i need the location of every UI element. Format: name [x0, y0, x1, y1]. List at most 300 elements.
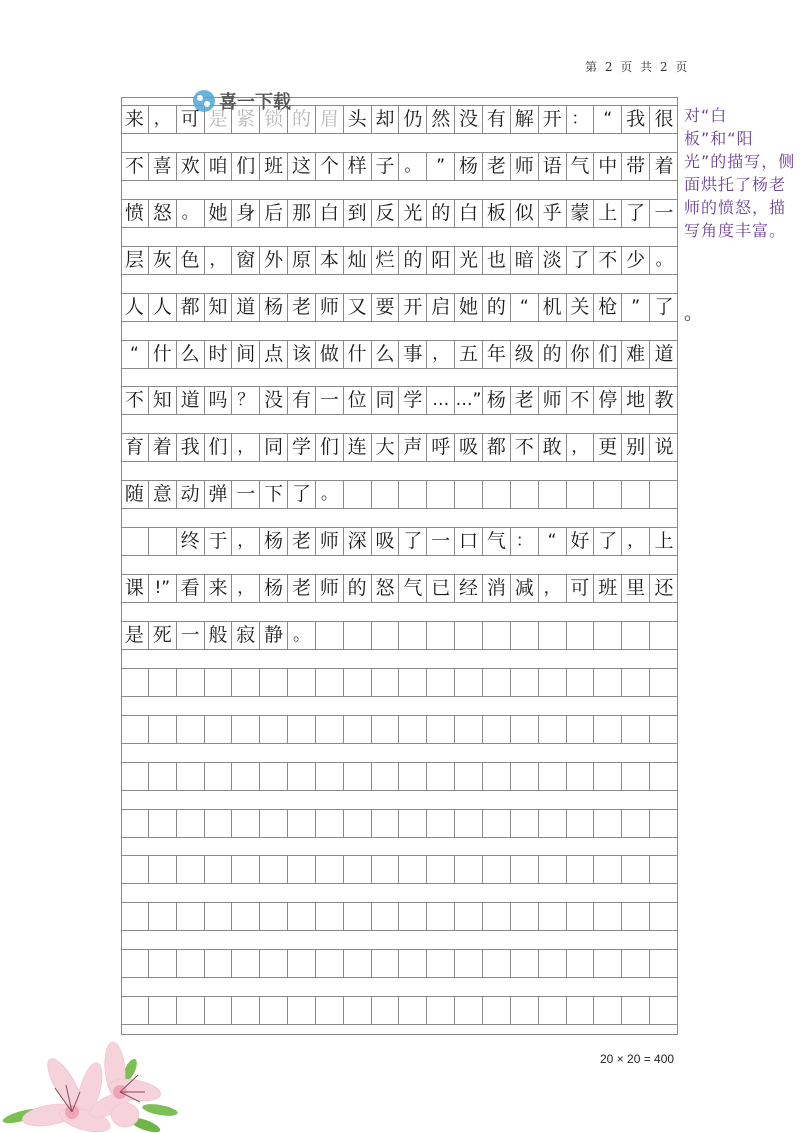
grid-cell-empty — [177, 763, 205, 790]
grid-cell: 做 — [316, 341, 344, 368]
grid-cell-empty — [622, 950, 650, 977]
grid-cell: 般 — [205, 622, 233, 649]
grid-cell: 看 — [177, 575, 205, 602]
grid-cell: 深 — [344, 528, 372, 555]
grid-cell: 我 — [177, 434, 205, 461]
grid-cell: 有 — [288, 387, 316, 414]
grid-cell-empty — [483, 903, 511, 930]
grid-cell: ” — [427, 153, 455, 180]
grid-cell-empty — [511, 810, 539, 837]
page-number: 第 2 页 共 2 页 — [585, 60, 689, 74]
grid-cell-empty — [288, 997, 316, 1024]
grid-cell-empty — [650, 669, 678, 696]
grid-cell: 板 — [483, 200, 511, 227]
grid-cell-empty — [455, 997, 483, 1024]
grid-cell: 年 — [483, 341, 511, 368]
grid-cell: 身 — [232, 200, 260, 227]
grid-cell: 也 — [483, 247, 511, 274]
grid-cell-empty — [316, 810, 344, 837]
grid-cell: 杨 — [455, 153, 483, 180]
grid-cell-empty — [511, 622, 539, 649]
grid-cell: 于 — [205, 528, 233, 555]
grid-cell-empty — [650, 622, 678, 649]
grid-cell-empty — [594, 810, 622, 837]
grid-cell-empty — [511, 481, 539, 508]
grid-cell-empty — [567, 622, 595, 649]
grid-cell: 。 — [288, 622, 316, 649]
grid-cell: “ — [511, 294, 539, 321]
grid-cell-empty — [455, 669, 483, 696]
grid-cell: 不 — [594, 247, 622, 274]
grid-cell: 语 — [539, 153, 567, 180]
grid-cell: 开 — [399, 294, 427, 321]
grid-cell: 的 — [344, 575, 372, 602]
grid-cell-empty — [344, 997, 372, 1024]
grid-cell-empty — [622, 716, 650, 743]
grid-cell: … — [427, 387, 455, 414]
grid-cell-empty — [288, 669, 316, 696]
teacher-annotation: 对“白板”和“阳光”的描写，侧面烘托了杨老师的愤怒，描写角度丰富。 — [684, 106, 796, 240]
grid-row — [121, 762, 678, 791]
grid-cell-empty — [539, 481, 567, 508]
grid-cell-empty — [650, 716, 678, 743]
grid-cell-empty — [483, 763, 511, 790]
grid-row — [121, 574, 678, 603]
grid-cell: 学 — [288, 434, 316, 461]
grid-cell: 烂 — [372, 247, 400, 274]
grid-cell: 愤 — [121, 200, 149, 227]
grid-cell: 锁 — [260, 106, 288, 133]
grid-cell: 上 — [594, 200, 622, 227]
grid-cell-empty — [567, 481, 595, 508]
grid-cell-empty — [316, 950, 344, 977]
grid-cell-empty — [539, 716, 567, 743]
grid-cell-empty — [511, 997, 539, 1024]
grid-cell-empty — [511, 763, 539, 790]
grid-cell: 启 — [427, 294, 455, 321]
grid-cell-empty — [344, 716, 372, 743]
grid-cell-empty — [121, 716, 149, 743]
grid-cell: 人 — [149, 294, 177, 321]
grid-cell: 道 — [177, 387, 205, 414]
grid-cell-empty — [316, 622, 344, 649]
grid-cell: 已 — [427, 575, 455, 602]
grid-cell-empty — [427, 810, 455, 837]
grid-cell: 还 — [654, 577, 674, 599]
grid-cell: 。 — [399, 153, 427, 180]
grid-cell: 人 — [121, 294, 149, 321]
grid-cell-empty — [344, 763, 372, 790]
grid-cell: 没 — [455, 106, 483, 133]
grid-cell: 经 — [455, 575, 483, 602]
grid-row — [121, 480, 678, 509]
grid-cell-empty — [177, 669, 205, 696]
grid-cell: 带 — [622, 153, 650, 180]
grid-cell: 了 — [622, 200, 650, 227]
grid-cell: 她 — [205, 200, 233, 227]
grid-cell: ， — [427, 341, 455, 368]
grid-cell-empty — [594, 716, 622, 743]
grid-cell-empty — [427, 997, 455, 1024]
grid-cell: 窗 — [232, 247, 260, 274]
grid-cell: …” — [455, 387, 483, 414]
grid-cell-empty — [121, 763, 149, 790]
grid-cell-empty — [344, 669, 372, 696]
grid-cell-empty — [539, 810, 567, 837]
grid-cell-empty — [372, 669, 400, 696]
grid-cell: ， — [622, 528, 650, 555]
grid-cell: 点 — [260, 341, 288, 368]
grid-cell-empty — [594, 763, 622, 790]
grid-cell: 样 — [344, 153, 372, 180]
grid-cell: 意 — [149, 481, 177, 508]
watermark — [193, 88, 291, 114]
grid-cell: !” — [149, 575, 177, 602]
grid-cell-empty — [399, 669, 427, 696]
grid-cell: 时 — [205, 341, 233, 368]
grid-cell-empty — [622, 669, 650, 696]
grid-cell-empty — [399, 716, 427, 743]
grid-cell: 了 — [594, 528, 622, 555]
grid-cell: 班 — [594, 575, 622, 602]
grid-cell: 喜 — [149, 153, 177, 180]
grid-cell-empty — [344, 950, 372, 977]
grid-cell: 们 — [316, 434, 344, 461]
grid-cell: 终 — [177, 528, 205, 555]
grid-cell-empty — [121, 856, 149, 883]
grid-cell: 寂 — [232, 622, 260, 649]
grid-cell-empty — [232, 810, 260, 837]
grid-cell-empty — [316, 763, 344, 790]
grid-cell-empty — [205, 810, 233, 837]
grid-cell: 开 — [539, 106, 567, 133]
grid-cell: 同 — [260, 434, 288, 461]
grid-cell: ： — [567, 106, 595, 133]
grid-cell-empty — [316, 856, 344, 883]
grid-cell-empty — [483, 997, 511, 1024]
grid-cell: 老 — [288, 294, 316, 321]
grid-cell: 反 — [372, 200, 400, 227]
grid-cell-empty — [483, 669, 511, 696]
grid-cell-empty — [149, 810, 177, 837]
grid-row — [121, 902, 678, 931]
grid-cell: ， — [232, 528, 260, 555]
grid-cell: 。 — [177, 200, 205, 227]
grid-cell: 很 — [654, 108, 674, 130]
grid-cell: 杨 — [260, 575, 288, 602]
grid-cell: 。 — [655, 249, 673, 270]
grid-cell-empty — [483, 950, 511, 977]
grid-cell: 么 — [177, 341, 205, 368]
grid-cell-empty — [344, 856, 372, 883]
grid-cell-empty — [344, 481, 372, 508]
grid-row — [121, 809, 678, 838]
grid-cell: 了 — [567, 247, 595, 274]
grid-cell-empty — [288, 810, 316, 837]
grid-cell: 这 — [288, 153, 316, 180]
grid-cell: 更 — [594, 434, 622, 461]
grid-cell-empty — [205, 903, 233, 930]
grid-cell: 的 — [483, 294, 511, 321]
grid-cell: 解 — [511, 106, 539, 133]
grid-cell: 大 — [372, 434, 400, 461]
grid-cell: ： — [511, 528, 539, 555]
grid-cell-empty — [205, 763, 233, 790]
grid-cell-empty — [650, 810, 678, 837]
grid-cell-empty — [594, 669, 622, 696]
grid-cell-empty — [650, 997, 678, 1024]
grid-cell-empty — [650, 903, 678, 930]
grid-row — [121, 386, 678, 415]
grid-cell: 头 — [344, 106, 372, 133]
grid-cell-empty — [205, 716, 233, 743]
grid-cell: “ — [594, 106, 622, 133]
grid-cell-empty — [260, 856, 288, 883]
grid-cell-empty — [622, 622, 650, 649]
grid-cell: 下 — [260, 481, 288, 508]
grid-cell: 里 — [622, 575, 650, 602]
grid-cell-empty — [149, 903, 177, 930]
grid-cell: ， — [205, 247, 233, 274]
grid-cell: 吸 — [455, 434, 483, 461]
grid-cell: 了 — [288, 481, 316, 508]
grid-cell: ， — [149, 106, 177, 133]
grid-cell-empty — [399, 997, 427, 1024]
grid-cell: 原 — [288, 247, 316, 274]
grid-cell: 仍 — [399, 106, 427, 133]
grid-cell-empty — [399, 763, 427, 790]
grid-cell: 一 — [232, 481, 260, 508]
grid-cell-empty — [567, 950, 595, 977]
grid-cell-empty — [539, 622, 567, 649]
grid-cell: 知 — [149, 387, 177, 414]
grid-cell: 随 — [121, 481, 149, 508]
grid-cell: 吗 — [205, 387, 233, 414]
grid-cell-empty — [567, 716, 595, 743]
grid-cell-empty — [344, 622, 372, 649]
grid-cell: 班 — [260, 153, 288, 180]
grid-cell: 是 — [205, 106, 233, 133]
grid-cell: 气 — [399, 575, 427, 602]
grid-cell: 该 — [288, 341, 316, 368]
grid-cell: 师 — [539, 387, 567, 414]
grid-cell: 咱 — [205, 153, 233, 180]
grid-cell-empty — [232, 716, 260, 743]
grid-cell: 学 — [399, 387, 427, 414]
grid-cell-empty — [232, 903, 260, 930]
grid-row — [121, 621, 678, 650]
grid-cell: “ — [539, 528, 567, 555]
grid-cell-empty — [205, 997, 233, 1024]
grid-cell: 师 — [316, 528, 344, 555]
grid-cell-empty — [372, 856, 400, 883]
grid-row — [121, 949, 678, 978]
grid-cell-empty — [288, 856, 316, 883]
grid-cell-empty — [149, 669, 177, 696]
watermark-logo-icon — [193, 90, 215, 112]
grid-cell: 一 — [654, 201, 674, 224]
grid-cell: 阳 — [427, 247, 455, 274]
grid-cell: ” — [622, 294, 650, 321]
grid-row — [121, 855, 678, 884]
grid-cell: 位 — [344, 387, 372, 414]
grid-cell: 怒 — [149, 200, 177, 227]
grid-cell: ？ — [232, 387, 260, 414]
grid-cell: 教 — [654, 389, 674, 412]
grid-cell: 灿 — [344, 247, 372, 274]
grid-cell-empty — [455, 903, 483, 930]
grid-cell-empty — [539, 669, 567, 696]
grid-cell-empty — [594, 481, 622, 508]
grid-cell: 不 — [121, 153, 149, 180]
grid-cell: ， — [567, 434, 595, 461]
grid-cell: 师 — [316, 575, 344, 602]
grid-cell: 可 — [177, 106, 205, 133]
grid-cell-empty — [177, 856, 205, 883]
grid-cell-empty — [399, 622, 427, 649]
grid-cell-empty — [149, 763, 177, 790]
grid-cell-empty — [594, 622, 622, 649]
grid-cell: 师 — [316, 294, 344, 321]
grid-cell: 紧 — [232, 106, 260, 133]
grid-cell: 五 — [455, 341, 483, 368]
grid-cell: 一 — [316, 387, 344, 414]
grid-cell: 都 — [177, 294, 205, 321]
grid-cell-empty — [399, 950, 427, 977]
grid-cell: 少 — [622, 247, 650, 274]
grid-cell: 消 — [483, 575, 511, 602]
grid-cell: 连 — [344, 434, 372, 461]
grid-cell-empty — [399, 856, 427, 883]
grid-row — [121, 340, 678, 369]
grid-cell-empty — [483, 810, 511, 837]
grid-cell-empty — [260, 903, 288, 930]
grid-cell-empty — [372, 716, 400, 743]
grid-cell: 蒙 — [567, 200, 595, 227]
grid-cell: 枪 — [594, 294, 622, 321]
grid-cell-empty — [539, 903, 567, 930]
grid-cell-empty — [372, 481, 400, 508]
grid-cell-empty — [177, 997, 205, 1024]
grid-cell-empty — [427, 669, 455, 696]
grid-cell-empty — [232, 997, 260, 1024]
grid-cell: 死 — [149, 622, 177, 649]
grid-cell-empty — [594, 903, 622, 930]
grid-row — [121, 293, 678, 322]
grid-cell: 么 — [372, 341, 400, 368]
grid-cell: 们 — [232, 153, 260, 180]
grid-cell-empty — [427, 622, 455, 649]
grid-cell-empty — [177, 716, 205, 743]
grid-cell: 道 — [654, 342, 674, 365]
grid-cell: 静 — [260, 622, 288, 649]
grid-cell: 什 — [149, 341, 177, 368]
grid-cell: 暗 — [511, 247, 539, 274]
grid-cell: 白 — [316, 200, 344, 227]
grid-cell-empty — [399, 810, 427, 837]
grid-cell: 弹 — [205, 481, 233, 508]
grid-cell: 没 — [260, 387, 288, 414]
grid-cell: 气 — [483, 528, 511, 555]
grid-cell: 有 — [483, 106, 511, 133]
grid-cell: 不 — [511, 434, 539, 461]
grid-cell-empty — [455, 763, 483, 790]
grid-cell-empty — [260, 997, 288, 1024]
grid-cell-empty — [232, 669, 260, 696]
grid-cell: 声 — [399, 434, 427, 461]
grid-row — [121, 715, 678, 744]
grid-cell: 淡 — [539, 247, 567, 274]
grid-cell: 师 — [511, 153, 539, 180]
grid-cell-empty — [205, 856, 233, 883]
grid-cell-empty — [316, 669, 344, 696]
grid-cell-empty — [316, 903, 344, 930]
grid-cell-empty — [399, 481, 427, 508]
grid-cell: 说 — [654, 436, 674, 459]
grid-cell-empty — [344, 810, 372, 837]
grid-cell-empty — [455, 810, 483, 837]
grid-cell-empty — [539, 763, 567, 790]
grid-cell-empty — [372, 622, 400, 649]
grid-cell: 知 — [205, 294, 233, 321]
grid-cell: 的 — [427, 200, 455, 227]
grid-cell: 动 — [177, 481, 205, 508]
grid-row — [121, 433, 678, 462]
grid-cell-empty — [455, 622, 483, 649]
grid-cell-empty — [372, 950, 400, 977]
grid-cell: 又 — [344, 294, 372, 321]
grid-cell-empty — [372, 763, 400, 790]
grid-cell-empty — [511, 669, 539, 696]
grid-cell-empty — [149, 716, 177, 743]
grid-cell: 本 — [316, 247, 344, 274]
grid-cell: 色 — [177, 247, 205, 274]
grid-cell: 老 — [288, 528, 316, 555]
grid-cell-empty — [427, 856, 455, 883]
grid-cell-empty — [372, 810, 400, 837]
grid-row — [121, 152, 678, 181]
grid-cell: ， — [232, 434, 260, 461]
grid-cell: 灰 — [149, 247, 177, 274]
grid-cell: 的 — [399, 247, 427, 274]
grid-cell-empty — [483, 622, 511, 649]
grid-cell-empty — [622, 856, 650, 883]
grid-cell-empty — [427, 481, 455, 508]
grid-cell-empty — [567, 997, 595, 1024]
grid-cell-empty — [399, 903, 427, 930]
grid-cell-empty — [232, 763, 260, 790]
grid-cell-empty — [260, 669, 288, 696]
grid-cell-empty — [594, 997, 622, 1024]
grid-cell: 了 — [654, 295, 674, 318]
grid-cell: 杨 — [260, 528, 288, 555]
grid-cell-empty — [177, 950, 205, 977]
grid-cell-empty — [316, 716, 344, 743]
grid-cell-empty — [427, 903, 455, 930]
grid-row — [121, 668, 678, 697]
grid-cell-empty — [622, 810, 650, 837]
grid-cell: 中 — [594, 153, 622, 180]
grid-cell-empty — [650, 763, 678, 790]
grid-cell: 是 — [121, 622, 149, 649]
grid-cell: 呼 — [427, 434, 455, 461]
grid-cell-empty — [177, 810, 205, 837]
grid-cell-empty — [149, 997, 177, 1024]
grid-count-label: 20 × 20 = 400 — [600, 1052, 675, 1066]
grid-cell: “ — [121, 341, 149, 368]
grid-cell-empty — [205, 950, 233, 977]
grid-cell-empty — [177, 903, 205, 930]
